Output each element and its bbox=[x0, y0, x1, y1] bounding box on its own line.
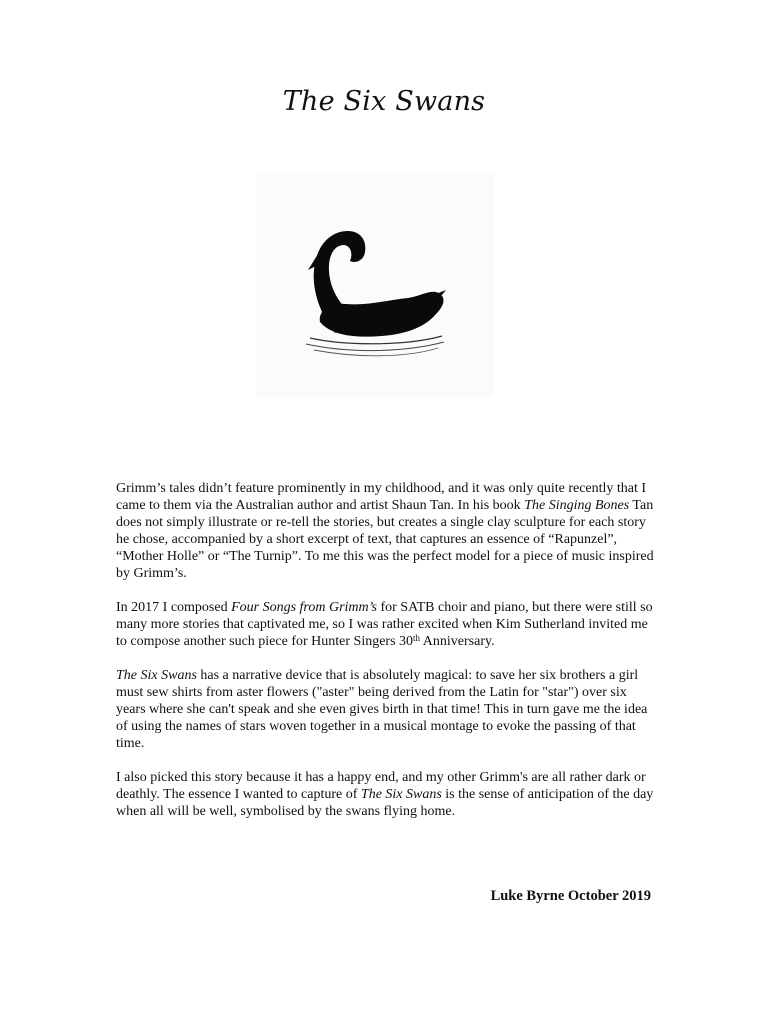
body-text bbox=[116, 480, 656, 837]
swan-illustration bbox=[256, 174, 494, 398]
paragraph-3 bbox=[116, 667, 656, 752]
paragraph-2-text-a: In 2017 I composed bbox=[116, 600, 232, 615]
paragraph-2 bbox=[116, 599, 656, 650]
page-title: The Six Swans bbox=[282, 86, 486, 117]
work-title-six-swans: The Six Swans bbox=[116, 668, 197, 683]
paragraph-1-text-a: Grimm’s tales didn’t feature prominently in my childhood, and it was only quite recently that I came to them via the Australian author and artist Shaun Tan. In his book bbox=[116, 481, 647, 513]
black-swan-icon bbox=[256, 174, 494, 398]
paragraph-4-text-c: is the sense of anticipation of the day when all will be well, symbolised by the swans flying home. bbox=[116, 787, 654, 819]
ordinal-superscript: th bbox=[413, 633, 421, 643]
paragraph-4 bbox=[116, 769, 656, 820]
paragraph-4-text-a: I also picked this story because it has a happy end, and my other Grimm's are all rather dark or deathly. The essence I wanted to capture of bbox=[116, 770, 646, 802]
paragraph-1 bbox=[116, 480, 656, 582]
work-title-six-swans-2: The Six Swans bbox=[360, 787, 442, 802]
paragraph-3-text-b: has a narrative device that is absolutely magical: to save her six brothers a girl must sew shirts from aster flowers ("aster" being derived from the Latin for "star") over six years where she can't speak and she even gives birth in that time! This in turn gave me the idea of using the names of stars woven together in a musical montage to evoke the passing of that time. bbox=[116, 668, 648, 751]
author-signature: Luke Byrne October 2019 bbox=[490, 888, 651, 904]
work-title-four-songs: Four Songs from Grimm’s bbox=[231, 600, 377, 615]
paragraph-2-text-d: Anniversary. bbox=[420, 634, 495, 649]
paragraph-2-text-c: for SATB choir and piano, but there were still so many more stories that captivated me, so I was rather excited when Kim Sutherland invited me to compose another such piece for Hunter Singers 30 bbox=[116, 600, 653, 649]
book-title-singing-bones: The Singing Bones bbox=[524, 498, 630, 513]
paragraph-1-text-c: Tan does not simply illustrate or re-tell the stories, but creates a single clay sculpture for each story he chose, accompanied by a short excerpt of text, that captures an essence of “Rapunzel”, “Mother Holle” or “The Turnip”. To me this was the perfect model for a piece of music inspired by Grimm’s. bbox=[116, 498, 654, 581]
